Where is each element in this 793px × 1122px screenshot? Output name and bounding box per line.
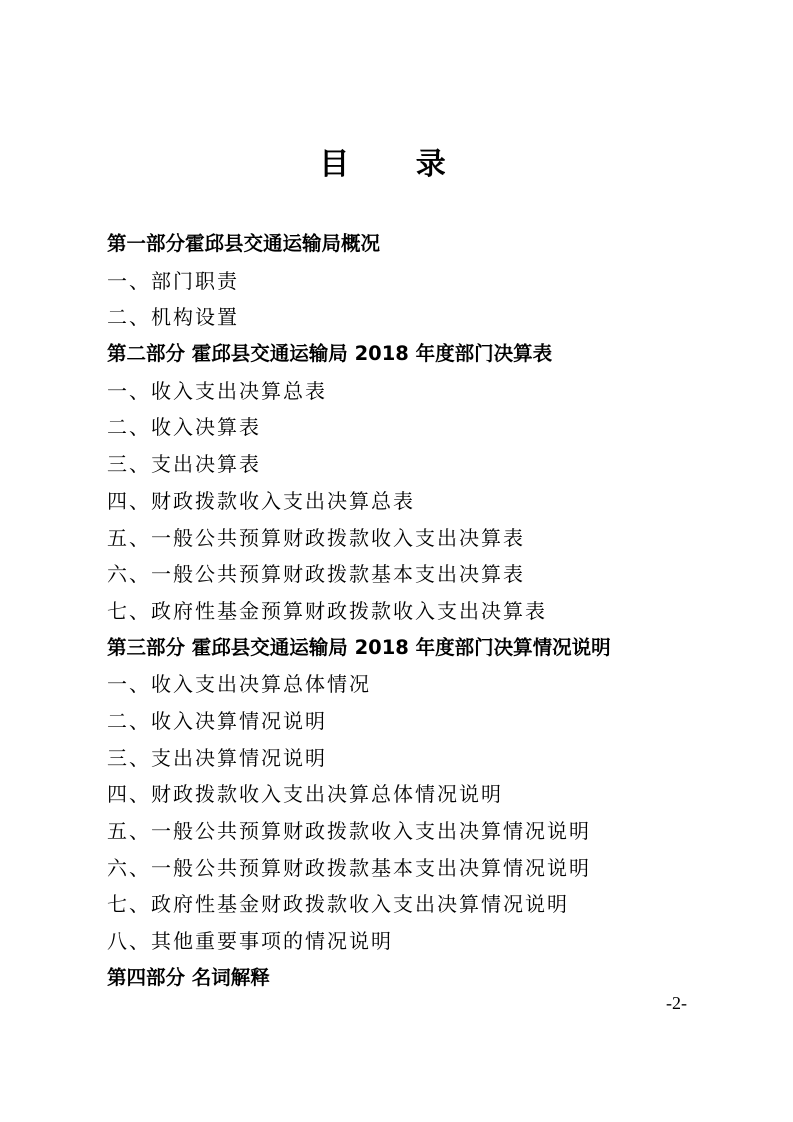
- toc-part-4: 第四部分 名词解释: [107, 965, 270, 989]
- toc-item: 二、收入决算情况说明: [107, 708, 327, 733]
- toc-item: 四、财政拨款收入支出决算总表: [107, 488, 415, 513]
- toc-item: 一、收入支出决算总体情况: [107, 672, 371, 697]
- page-title: 目 录: [319, 147, 474, 182]
- toc-item: 六、一般公共预算财政拨款基本支出决算情况说明: [107, 855, 591, 880]
- table-of-contents: [107, 228, 707, 998]
- toc-part-3: 第三部分 霍邱县交通运输局 2018 年度部门决算情况说明: [107, 635, 611, 659]
- toc-item: 三、支出决算情况说明: [107, 745, 327, 770]
- toc-item: 七、政府性基金预算财政拨款收入支出决算表: [107, 598, 547, 623]
- toc-part-1: 第一部分霍邱县交通运输局概况: [107, 232, 381, 255]
- toc-item: 五、一般公共预算财政拨款收入支出决算表: [107, 525, 525, 550]
- page-number: -2-: [666, 993, 687, 1013]
- toc-item: 二、机构设置: [107, 305, 239, 330]
- toc-item: 四、财政拨款收入支出决算总体情况说明: [107, 782, 503, 807]
- toc-item: 六、一般公共预算财政拨款基本支出决算表: [107, 562, 525, 587]
- toc-item: 一、部门职责: [107, 268, 239, 293]
- toc-item: 三、支出决算表: [107, 452, 261, 477]
- toc-item: 八、其他重要事项的情况说明: [107, 929, 393, 954]
- toc-item: 二、收入决算表: [107, 415, 261, 440]
- toc-item: 五、一般公共预算财政拨款收入支出决算情况说明: [107, 819, 591, 843]
- toc-item: 七、政府性基金财政拨款收入支出决算情况说明: [107, 892, 569, 917]
- toc-part-2: 第二部分 霍邱县交通运输局 2018 年度部门决算表: [107, 342, 553, 366]
- toc-item: 一、收入支出决算总表: [107, 378, 327, 403]
